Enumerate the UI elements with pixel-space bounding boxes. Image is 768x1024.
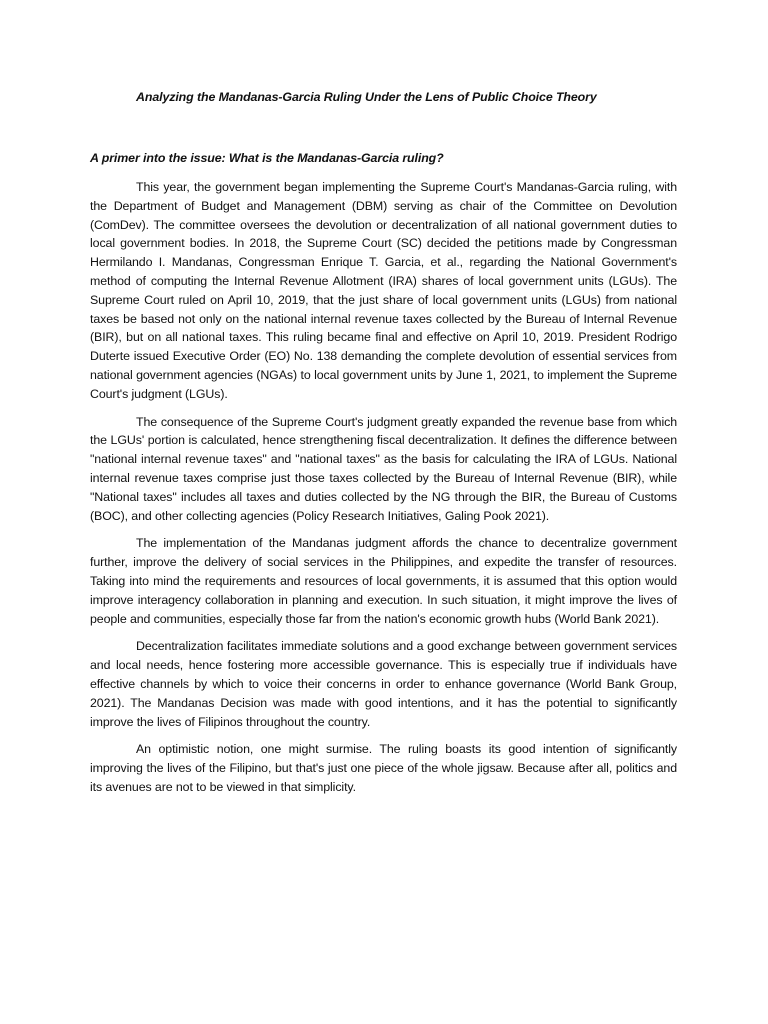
document-title: Analyzing the Mandanas-Garcia Ruling Under the Lens of Public Choice Theory: [136, 90, 597, 104]
document-body: [90, 88, 677, 806]
section-heading: A primer into the issue: What is the Mandanas-Garcia ruling?: [90, 151, 444, 165]
paragraph-3: The implementation of the Mandanas judgment affords the chance to decentralize government further, improve the delivery of social services in the Philippines, and expedite the transfer of resources. Taking into mind the requirements and resources of local governments, it is assumed that this option would improve interagency collaboration in planning and execution. In such situation, it might improve the lives of people and communities, especially those far from the nation's economic growth hubs (World Bank 2021).: [90, 536, 677, 626]
paragraph-2: The consequence of the Supreme Court's judgment greatly expanded the revenue base from which the LGUs' portion is calculated, hence strengthening fiscal decentralization. It defines the difference between "national internal revenue taxes" and "national taxes" as the basis for calculating the IRA of LGUs. National internal revenue taxes comprise just those taxes collected by the Bureau of Internal Revenue (BIR), while "National taxes" includes all taxes and duties collected by the NG through the BIR, the Bureau of Customs (BOC), and other collecting agencies (Policy Research Initiatives, Galing Pook 2021).: [90, 414, 677, 523]
paragraph-1: This year, the government began implementing the Supreme Court's Mandanas-Garcia ruling, with the Department of Budget and Management (DBM) serving as chair of the Committee on Devolution (ComDev). The committee oversees the devolution or decentralization of all national government duties to local government bodies. In 2018, the Supreme Court (SC) decided the petitions made by Congressman Hermilando I. Mandanas, Congressman Enrique T. Garcia, et al., regarding the National Government's method of computing the Internal Revenue Allotment (IRA) shares of local government units (LGUs). The Supreme Court ruled on April 10, 2019, that the just share of local government units (LGUs) from national taxes be based not only on the national internal revenue taxes collected by the Bureau of Internal Revenue (BIR), but on all national taxes. This ruling became final and effective on April 10, 2019. President Rodrigo Duterte issued Executive Order (EO) No. 138 demanding the complete devolution of essential services from national government agencies (NGAs) to local government units by June 1, 2021, to implement the Supreme Court's judgment (LGUs).: [90, 180, 677, 401]
paragraph-5: An optimistic notion, one might surmise. The ruling boasts its good intention of significantly improving the lives of the Filipino, but that's just one piece of the whole jigsaw. Because after all, politics and its avenues are not to be viewed in that simplicity.: [90, 742, 677, 794]
paragraph-4: Decentralization facilitates immediate solutions and a good exchange between government services and local needs, hence fostering more accessible governance. This is especially true if individuals have effective channels by which to voice their concerns in order to enhance governance (World Bank Group, 2021). The Mandanas Decision was made with good intentions, and it has the potential to significantly improve the lives of Filipinos throughout the country.: [90, 639, 677, 729]
